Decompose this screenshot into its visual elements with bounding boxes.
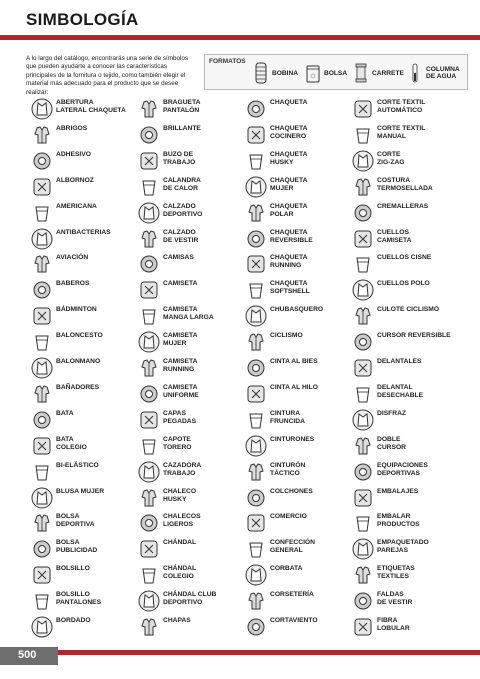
symbol-item bbox=[30, 278, 134, 304]
symbol-label: CINTURA FRUNCIDA bbox=[270, 410, 305, 425]
symbol-item bbox=[244, 123, 348, 149]
symbol-item bbox=[137, 278, 241, 304]
chalecos-ligeros-icon bbox=[137, 511, 161, 535]
chaqueta-running-icon bbox=[244, 252, 268, 276]
bragueta-pantalon-icon bbox=[137, 97, 161, 121]
symbol-item bbox=[244, 97, 348, 123]
delantales-icon bbox=[351, 356, 375, 380]
calzado-vestir-icon bbox=[137, 227, 161, 251]
chaqueta-cocinero-icon bbox=[244, 123, 268, 147]
symbol-item bbox=[30, 201, 134, 227]
symbol-item bbox=[351, 304, 455, 330]
ciclismo-icon bbox=[244, 330, 268, 354]
symbol-label: ANTIBACTERIAS bbox=[56, 229, 111, 236]
symbol-label: ETIQUETAS TEXTILES bbox=[377, 565, 415, 580]
buzo-trabajo-icon bbox=[137, 149, 161, 173]
chaqueta-icon bbox=[244, 97, 268, 121]
symbol-label: CHAQUETA MUJER bbox=[270, 177, 308, 192]
embalajes-icon bbox=[351, 486, 375, 510]
symbol-label: BOLSA PUBLICIDAD bbox=[56, 539, 98, 554]
symbol-label: CHAQUETA bbox=[270, 99, 308, 106]
symbol-label: BALONCESTO bbox=[56, 332, 103, 339]
symbol-label: BABEROS bbox=[56, 280, 90, 287]
symbol-item bbox=[137, 563, 241, 589]
symbol-label: EMBALAR PRODUCTOS bbox=[377, 513, 420, 528]
symbol-item bbox=[244, 278, 348, 304]
faldas-vestir-icon bbox=[351, 589, 375, 613]
cinta-hilo-icon bbox=[244, 382, 268, 406]
symbol-label: CAMISAS bbox=[163, 254, 194, 261]
chapas-icon bbox=[137, 615, 161, 639]
symbol-item bbox=[244, 149, 348, 175]
symbol-label: CORTE TEXTIL MANUAL bbox=[377, 125, 426, 140]
capote-torero-icon bbox=[137, 434, 161, 458]
colchones-icon bbox=[244, 486, 268, 510]
symbol-label: ALBORNOZ bbox=[56, 177, 94, 184]
symbol-item bbox=[30, 537, 134, 563]
chandal-club-icon bbox=[137, 589, 161, 613]
format-label: COLUMNA DE AGUA bbox=[426, 66, 460, 80]
symbol-label: CUELLOS CAMISETA bbox=[377, 229, 412, 244]
symbol-label: CINTURÓN TÁCTICO bbox=[270, 462, 306, 477]
symbol-label: BOLSILLO bbox=[56, 565, 90, 572]
cuellos-cisne-icon bbox=[351, 252, 375, 276]
bolsa-deportiva-icon bbox=[30, 511, 54, 535]
cuellos-camiseta-icon bbox=[351, 227, 375, 251]
etiquetas-textiles-icon bbox=[351, 563, 375, 587]
symbol-item bbox=[244, 330, 348, 356]
symbol-label: CAPAS PEGADAS bbox=[163, 410, 197, 425]
symbol-label: CUELLOS CISNE bbox=[377, 254, 432, 261]
fibra-lobular-icon bbox=[351, 615, 375, 639]
symbol-item bbox=[244, 175, 348, 201]
bolsillo-icon bbox=[30, 563, 54, 587]
cremalleras-icon bbox=[351, 201, 375, 225]
corte-textil-manual-icon bbox=[351, 123, 375, 147]
symbol-label: CULOTE CICLISMO bbox=[377, 306, 440, 313]
symbol-label: BUZO DE TRABAJO bbox=[163, 151, 196, 166]
symbol-item bbox=[137, 408, 241, 434]
symbol-item bbox=[30, 589, 134, 615]
symbol-item bbox=[30, 382, 134, 408]
symbol-item bbox=[30, 227, 134, 253]
corte-zigzag-icon bbox=[351, 149, 375, 173]
footer-rule bbox=[0, 650, 480, 655]
symbol-label: CONFECCIÓN GENERAL bbox=[270, 539, 315, 554]
symbol-item bbox=[244, 563, 348, 589]
cursor-reversible-icon bbox=[351, 330, 375, 354]
symbol-label: CAMISETA MUJER bbox=[163, 332, 198, 347]
formats-label: FORMATOS bbox=[209, 58, 246, 65]
corte-textil-automatico-icon bbox=[351, 97, 375, 121]
symbol-label: CORBATA bbox=[270, 565, 303, 572]
corseteria-icon bbox=[244, 589, 268, 613]
symbol-label: FALDAS DE VESTIR bbox=[377, 591, 413, 606]
symbol-label: CAPOTE TORERO bbox=[163, 436, 192, 451]
symbol-label: CHAQUETA HUSKY bbox=[270, 151, 308, 166]
symbol-item bbox=[351, 589, 455, 615]
adhesivo-icon bbox=[30, 149, 54, 173]
antibacterias-icon bbox=[30, 227, 54, 251]
symbol-label: BOLSA DEPORTIVA bbox=[56, 513, 95, 528]
symbol-label: BAÑADORES bbox=[56, 384, 100, 391]
calzado-deportivo-icon bbox=[137, 201, 161, 225]
page-number: 500 bbox=[18, 649, 37, 661]
symbol-label: BI-ELÁSTICO bbox=[56, 462, 99, 469]
symbol-item bbox=[30, 408, 134, 434]
symbol-label: CAMISETA bbox=[163, 280, 198, 287]
symbol-item bbox=[351, 563, 455, 589]
symbol-item bbox=[244, 615, 348, 641]
abrigos-icon bbox=[30, 123, 54, 147]
symbol-item bbox=[30, 252, 134, 278]
format-label: CARRETE bbox=[372, 69, 404, 77]
symbol-item bbox=[351, 149, 455, 175]
symbol-item bbox=[137, 227, 241, 253]
symbol-item bbox=[351, 227, 455, 253]
symbol-label: BATA bbox=[56, 410, 74, 417]
calandra-calor-icon bbox=[137, 175, 161, 199]
symbol-label: DELANTALES bbox=[377, 358, 422, 365]
symbol-label: CALZADO DE VESTIR bbox=[163, 229, 199, 244]
symbol-label: CURSOR REVERSIBLE bbox=[377, 332, 451, 339]
symbol-item bbox=[244, 356, 348, 382]
empaquetado-parejas-icon bbox=[351, 537, 375, 561]
symbol-item bbox=[137, 330, 241, 356]
bolsa-publicidad-icon bbox=[30, 537, 54, 561]
symbol-label: CHÁNDAL bbox=[163, 539, 197, 546]
symbol-item bbox=[30, 330, 134, 356]
symbol-item bbox=[30, 511, 134, 537]
symbol-label: CHÁNDAL CLUB DEPORTIVO bbox=[163, 591, 217, 606]
symbol-item bbox=[137, 615, 241, 641]
symbol-item bbox=[351, 511, 455, 537]
cazadora-trabajo-icon bbox=[137, 460, 161, 484]
cinturon-tactico-icon bbox=[244, 460, 268, 484]
aviacion-icon bbox=[30, 252, 54, 276]
blusa-mujer-icon bbox=[30, 486, 54, 510]
symbol-label: BALONMANO bbox=[56, 358, 101, 365]
symbol-label: CAMISETA UNIFORME bbox=[163, 384, 199, 399]
symbol-item bbox=[137, 123, 241, 149]
symbol-label: COLCHONES bbox=[270, 488, 313, 495]
symbol-label: FIBRA LOBULAR bbox=[377, 617, 410, 632]
baloncesto-icon bbox=[30, 330, 54, 354]
symbol-label: CINTA AL BIES bbox=[270, 358, 318, 365]
symbol-item bbox=[351, 356, 455, 382]
comercio-icon bbox=[244, 511, 268, 535]
symbol-item bbox=[244, 201, 348, 227]
symbol-label: CAMISETA MANGA LARGA bbox=[163, 306, 214, 321]
doble-cursor-icon bbox=[351, 434, 375, 458]
cintura-fruncida-icon bbox=[244, 408, 268, 432]
symbol-item bbox=[244, 304, 348, 330]
cinta-bies-icon bbox=[244, 356, 268, 380]
chaqueta-softshell-icon bbox=[244, 278, 268, 302]
symbol-item bbox=[30, 460, 134, 486]
symbol-label: CHALECO HUSKY bbox=[163, 488, 197, 503]
symbol-item bbox=[137, 382, 241, 408]
camiseta-manga-larga-icon bbox=[137, 304, 161, 328]
symbol-item bbox=[137, 434, 241, 460]
symbol-label: DELANTAL DESECHABLE bbox=[377, 384, 424, 399]
symbol-item bbox=[137, 97, 241, 123]
symbol-item bbox=[244, 382, 348, 408]
symbol-item bbox=[137, 511, 241, 537]
symbol-item bbox=[351, 486, 455, 512]
symbol-item bbox=[351, 123, 455, 149]
cortaviento-icon bbox=[244, 615, 268, 639]
symbol-label: ABRIGOS bbox=[56, 125, 88, 132]
symbol-label: BÁDMINTON bbox=[56, 306, 97, 313]
confeccion-general-icon bbox=[244, 537, 268, 561]
symbol-item bbox=[137, 175, 241, 201]
format-label: BOLSA bbox=[324, 69, 348, 77]
symbol-label: EQUIPACIONES DEPORTIVAS bbox=[377, 462, 428, 477]
symbol-label: CALZADO DEPORTIVO bbox=[163, 203, 203, 218]
symbol-item bbox=[351, 97, 455, 123]
footer bbox=[0, 647, 480, 679]
symbol-item bbox=[137, 537, 241, 563]
symbol-label: CICLISMO bbox=[270, 332, 303, 339]
abertura-lateral-chaqueta-icon bbox=[30, 97, 54, 121]
albornoz-icon bbox=[30, 175, 54, 199]
baberos-icon bbox=[30, 278, 54, 302]
chaqueta-mujer-icon bbox=[244, 175, 268, 199]
symbol-label: CINTA AL HILO bbox=[270, 384, 318, 391]
symbol-item bbox=[137, 486, 241, 512]
symbol-label: CHALECOS LIGEROS bbox=[163, 513, 201, 528]
symbol-item bbox=[351, 434, 455, 460]
symbol-label: CORTAVIENTO bbox=[270, 617, 318, 624]
chaqueta-reversible-icon bbox=[244, 227, 268, 251]
symbol-item bbox=[351, 278, 455, 304]
symbol-label: BOLSILLO PANTALONES bbox=[56, 591, 102, 606]
badminton-icon bbox=[30, 304, 54, 328]
disfraz-icon bbox=[351, 408, 375, 432]
symbol-item bbox=[244, 486, 348, 512]
symbol-item bbox=[30, 175, 134, 201]
symbol-item bbox=[30, 123, 134, 149]
symbol-item bbox=[244, 434, 348, 460]
chubasquero-icon bbox=[244, 304, 268, 328]
symbol-item bbox=[137, 460, 241, 486]
symbol-item bbox=[244, 408, 348, 434]
symbol-item bbox=[137, 356, 241, 382]
symbol-label: CHAQUETA POLAR bbox=[270, 203, 308, 218]
symbol-label: EMPAQUETADO PAREJAS bbox=[377, 539, 429, 554]
symbol-item bbox=[30, 304, 134, 330]
symbol-label: BRILLANTE bbox=[163, 125, 201, 132]
symbol-item bbox=[244, 227, 348, 253]
symbol-item bbox=[30, 563, 134, 589]
page-title: SIMBOLOGÍA bbox=[26, 10, 139, 29]
symbol-label: CHÁNDAL COLEGIO bbox=[163, 565, 197, 580]
brillante-icon bbox=[137, 123, 161, 147]
camiseta-running-icon bbox=[137, 356, 161, 380]
intro-text: A lo largo del catálogo, encontrarás una serie de símbolos que pueden ayudarte a conocer las características principales de la fornitura o tejido, como también elegir el material más adecuado para el producto que se desee realizar: bbox=[26, 55, 189, 96]
symbol-label: CINTURONES bbox=[270, 436, 315, 443]
capas-pegadas-icon bbox=[137, 408, 161, 432]
corbata-icon bbox=[244, 563, 268, 587]
symbol-item bbox=[351, 175, 455, 201]
symbol-label: CALANDRA DE CALOR bbox=[163, 177, 201, 192]
symbol-label: CUELLOS POLO bbox=[377, 280, 430, 287]
symbol-item bbox=[137, 589, 241, 615]
symbol-label: BATA COLEGIO bbox=[56, 436, 87, 451]
symbol-label: COMERCIO bbox=[270, 513, 307, 520]
symbol-item bbox=[137, 252, 241, 278]
bordado-icon bbox=[30, 615, 54, 639]
banadores-icon bbox=[30, 382, 54, 406]
bata-colegio-icon bbox=[30, 434, 54, 458]
page-number-tab bbox=[0, 647, 58, 665]
symbol-item bbox=[30, 97, 134, 123]
symbol-item bbox=[351, 408, 455, 434]
symbol-item bbox=[351, 460, 455, 486]
symbol-label: AMERICANA bbox=[56, 203, 97, 210]
delantal-desechable-icon bbox=[351, 382, 375, 406]
symbol-item bbox=[30, 149, 134, 175]
symbol-label: CAZADORA TRABAJO bbox=[163, 462, 202, 477]
symbol-item bbox=[30, 486, 134, 512]
symbol-label: DISFRAZ bbox=[377, 410, 406, 417]
bi-elastico-icon bbox=[30, 460, 54, 484]
chaleco-husky-icon bbox=[137, 486, 161, 510]
bata-icon bbox=[30, 408, 54, 432]
symbol-label: CAMISETA RUNNING bbox=[163, 358, 198, 373]
symbol-label: CHAPAS bbox=[163, 617, 191, 624]
symbol-label: AVIACIÓN bbox=[56, 254, 89, 261]
camiseta-icon bbox=[137, 278, 161, 302]
symbol-item bbox=[351, 537, 455, 563]
symbol-item bbox=[244, 252, 348, 278]
format-label: BOBINA bbox=[272, 69, 299, 77]
culote-ciclismo-icon bbox=[351, 304, 375, 328]
costura-termosellada-icon bbox=[351, 175, 375, 199]
symbol-label: CHAQUETA RUNNING bbox=[270, 254, 308, 269]
symbol-label: CHAQUETA COCINERO bbox=[270, 125, 308, 140]
cuellos-polo-icon bbox=[351, 278, 375, 302]
symbol-label: CHUBASQUERO bbox=[270, 306, 324, 313]
symbol-item bbox=[351, 382, 455, 408]
chaqueta-polar-icon bbox=[244, 201, 268, 225]
camisas-icon bbox=[137, 252, 161, 276]
balonmano-icon bbox=[30, 356, 54, 380]
symbol-item bbox=[351, 330, 455, 356]
cinturones-icon bbox=[244, 434, 268, 458]
symbol-label: CHAQUETA REVERSIBLE bbox=[270, 229, 313, 244]
symbol-label: DOBLE CURSOR bbox=[377, 436, 406, 451]
symbol-item bbox=[244, 537, 348, 563]
symbol-item bbox=[244, 460, 348, 486]
symbol-item bbox=[30, 615, 134, 641]
symbol-label: CORTE TEXTIL AUTOMÁTICO bbox=[377, 99, 426, 114]
symbol-item bbox=[30, 434, 134, 460]
chandal-colegio-icon bbox=[137, 563, 161, 587]
symbol-label: ABERTURA LATERAL CHAQUETA bbox=[56, 99, 126, 114]
chandal-icon bbox=[137, 537, 161, 561]
symbol-label: COSTURA TERMOSELLADA bbox=[377, 177, 433, 192]
symbol-item bbox=[30, 356, 134, 382]
americana-icon bbox=[30, 201, 54, 225]
chaqueta-husky-icon bbox=[244, 149, 268, 173]
symbol-item bbox=[137, 201, 241, 227]
symbol-item bbox=[244, 589, 348, 615]
symbol-label: BORDADO bbox=[56, 617, 91, 624]
symbol-item bbox=[244, 511, 348, 537]
camiseta-uniforme-icon bbox=[137, 382, 161, 406]
symbol-label: CORTE ZIG-ZAG bbox=[377, 151, 405, 166]
symbol-item bbox=[351, 201, 455, 227]
symbol-item bbox=[137, 304, 241, 330]
symbol-item bbox=[351, 615, 455, 641]
symbol-label: CREMALLERAS bbox=[377, 203, 429, 210]
camiseta-mujer-icon bbox=[137, 330, 161, 354]
symbol-label: CHAQUETA SOFTSHELL bbox=[270, 280, 310, 295]
bolsillo-pantalones-icon bbox=[30, 589, 54, 613]
symbol-label: BRAGUETA PANTALÓN bbox=[163, 99, 201, 114]
symbol-item bbox=[137, 149, 241, 175]
symbol-label: BLUSA MUJER bbox=[56, 488, 105, 495]
symbol-item bbox=[351, 252, 455, 278]
symbol-label: EMBALAJES bbox=[377, 488, 419, 495]
symbol-label: ADHESIVO bbox=[56, 151, 91, 158]
embalar-productos-icon bbox=[351, 511, 375, 535]
equipaciones-deportivas-icon bbox=[351, 460, 375, 484]
symbol-label: CORSETERÍA bbox=[270, 591, 314, 598]
